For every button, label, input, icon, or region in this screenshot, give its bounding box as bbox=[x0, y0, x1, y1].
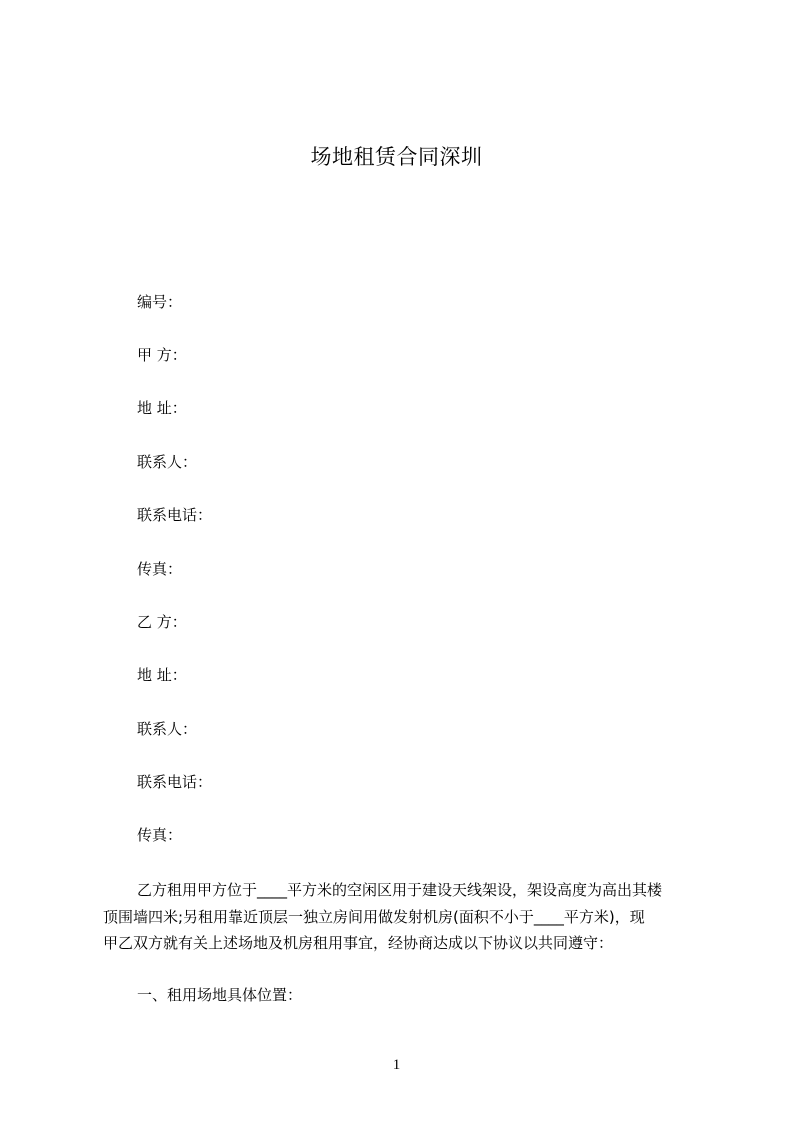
agreement-paragraph bbox=[103, 877, 703, 957]
field-party-a-address: 地 址： bbox=[137, 399, 187, 417]
paragraph-line: 顶围墙四米;另租用靠近顶层一独立房间用做发射机房(面积不小于____平方米)，现 bbox=[103, 907, 645, 926]
field-party-a-phone: 联系电话： bbox=[137, 506, 213, 524]
field-party-a-contact: 联系人： bbox=[137, 453, 198, 471]
field-party-a-fax: 传真： bbox=[137, 560, 183, 578]
section-heading: 一、租用场地具体位置： bbox=[137, 986, 303, 1004]
page-number: 1 bbox=[392, 1057, 401, 1073]
field-party-b-contact: 联系人： bbox=[137, 720, 198, 738]
field-contract-number: 编号： bbox=[137, 293, 183, 311]
field-party-b-phone: 联系电话： bbox=[137, 773, 213, 791]
paragraph-line: 甲乙双方就有关上述场地及机房租用事宜，经协商达成以下协议以共同遵守： bbox=[103, 934, 614, 952]
field-party-b-fax: 传真： bbox=[137, 826, 183, 844]
field-party-b-address: 地 址： bbox=[137, 666, 187, 684]
document-title: 场地租赁合同深圳 bbox=[310, 145, 483, 169]
paragraph-line: 乙方租用甲方位于____平方米的空闲区用于建设天线架设，架设高度为高出其楼 bbox=[137, 881, 663, 899]
field-party-a: 甲 方： bbox=[137, 346, 187, 364]
field-party-b: 乙 方： bbox=[137, 613, 187, 631]
